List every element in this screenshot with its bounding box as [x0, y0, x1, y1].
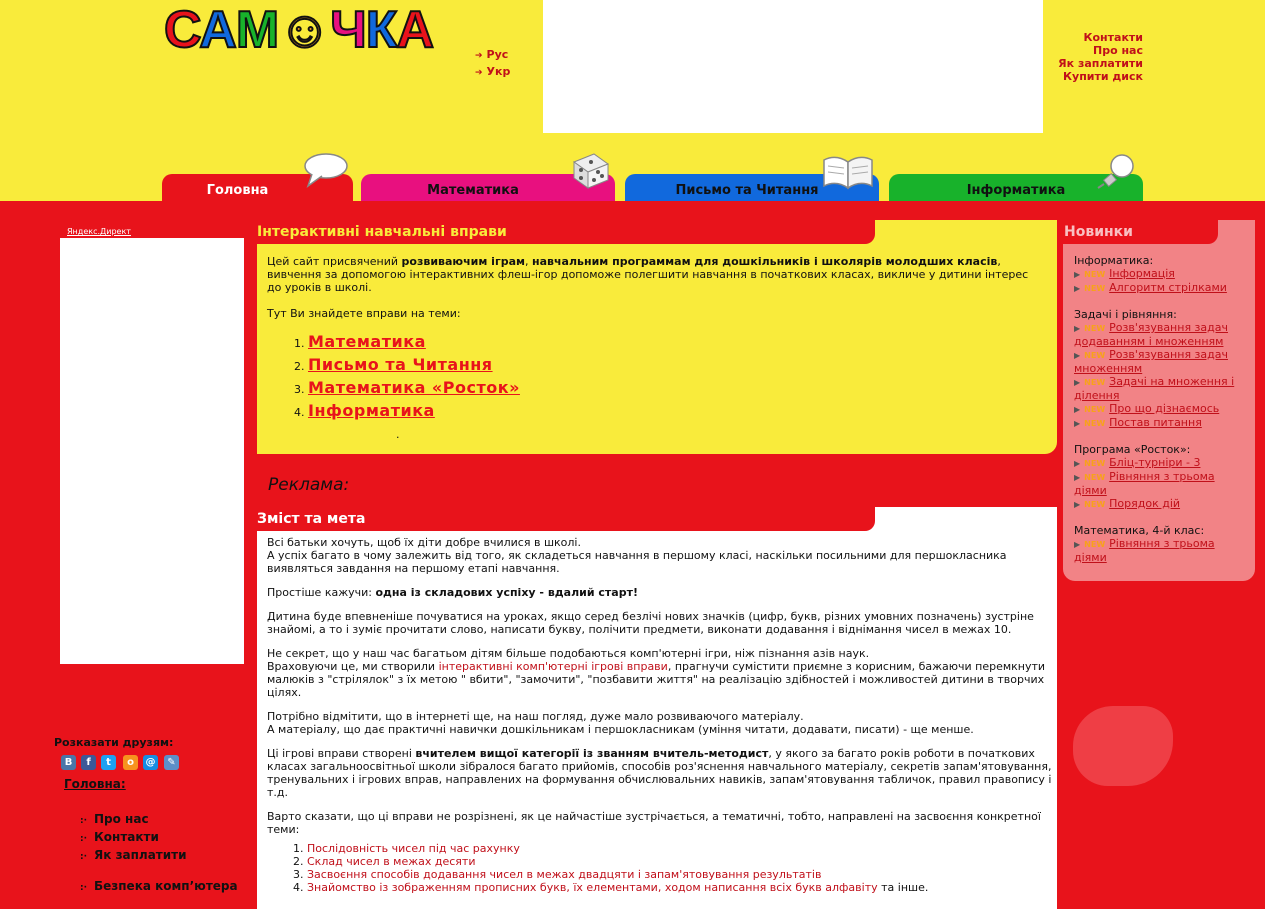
news-title: Новинки: [1063, 220, 1218, 244]
list-item: [1074, 402, 1250, 416]
list-item: [1074, 456, 1250, 470]
topic-link-rostok[interactable]: Математика «Росток»: [308, 378, 520, 397]
theme-link[interactable]: Послідовність чисел під час рахунку: [307, 842, 520, 855]
news-link[interactable]: Бліц-турніри - 3: [1109, 456, 1201, 469]
arrow-icon: ▶: [1074, 500, 1081, 509]
tab-writing-reading[interactable]: Письмо та Читання: [625, 174, 879, 201]
facebook-icon[interactable]: f: [81, 755, 96, 770]
topic-list: [292, 333, 520, 425]
arrow-icon: ▶: [1074, 405, 1081, 414]
dot-text: .: [396, 428, 400, 441]
list-item: [1074, 267, 1250, 281]
sidebar-item-about[interactable]: :· Про нас: [80, 812, 149, 826]
news-link[interactable]: Про що дізнаємось: [1109, 402, 1220, 415]
intro-title: Інтерактивні навчальні вправи: [257, 220, 875, 244]
new-badge: NEW: [1084, 378, 1106, 387]
news-link[interactable]: Рівняння з трьома діями: [1074, 470, 1215, 497]
tab-math[interactable]: Математика: [361, 174, 615, 201]
sidebar-item-security[interactable]: :· Безпека комп’ютера: [80, 879, 238, 893]
news-list: [1074, 254, 1250, 577]
content-text: Всі батьки хочуть, щоб їх діти добре вчилися в школі. А успіх багато в чому залежить від того, як складеться навчання в першому класі, наскільки посильними для першокласника виявляться завдання на першому етапі навчання. Простіше кажучи: одна із складових успіху - вдалий старт! Дитина буде впевненіше почуватися на уроках, якщо серед безлічі нових значків (цифр, букв, різних умовних позначень) зустріне знайомі, а то і зуміє прочитати слово, написати букву, полічити предмети, виконати додавання і віднімання чисел в межах 10. Не секрет, що у наш час багатьом дітям більше подобаються комп'ютерні ігри, ніж пізнання азів наук. Враховуючи це, ми створили інтерактивні комп'ютерні ігрові вправи, прагнучи сумістити приємне з корисним, бажаючи перемкнути малюків з "стрілялок" з їх метою " вбити", "замочити", "позбавити життя" на реалізацію здібностей і можливостей дитини в творчих цілях. Потрібно відмітити, що в інтернеті ще, на наш погляд, дуже мало розвиваючого матеріалу. А матеріалу, що дає практичні навички дошкільникам і першокласникам (уміння читати, додавати, писати) - ще менше. Ці ігрові вправи створені вчителем вищої категорії із званням вчитель-методист, у якого за багато років роботи в початкових класах загальноосвітньої школи зібралося багато прийомів, способів роз'яснення навчального матеріалу, секретів запам'ятовування, тренувальних і ігрових вправ, направлених на формування обчислювальних навиків, запам'ятовування табличок, правил правопису і т.д. Варто сказати, що ці вправи не розрізнені, як це найчастіше зустрічається, а тематичні, тобто, направлені на засвоєння конкретної теми: 1. Послідовність чисел під час рахунку 2. Склад чисел в межах десяти 3. Засвоєння способів додавання чисел в межах двадцяти і запам'ятовування результатів 4. Знайомство із зображенням прописних букв, їх елементами, ходом написання всіх букв алфавіту та інше.: [267, 536, 1052, 894]
list-item: [1074, 470, 1250, 497]
yandex-direct-link[interactable]: Яндекс.Директ: [67, 227, 131, 236]
topic-link-informatics[interactable]: Інформатика: [308, 401, 435, 420]
new-badge: NEW: [1084, 473, 1106, 482]
arrow-icon: ➔: [475, 68, 483, 78]
news-link[interactable]: Розв'язування задач множенням: [1074, 348, 1228, 375]
arrow-icon: ▶: [1074, 324, 1081, 333]
intro-text: Цей сайт присвячений розвиваючим іграм, навчальним программам для дошкільників і школярів молодших класів, вивчення за допомогою інтерактивних флеш-ігор допоможе полегшити навчання в початкових класах, викличе у дитини інтерес до уроків в школі. Тут Ви знайдете вправи на теми:: [267, 255, 1029, 320]
buy-disc-link[interactable]: Купити диск: [1063, 70, 1143, 83]
arrow-icon: ▶: [1074, 540, 1081, 549]
theme-link[interactable]: Засвоєння способів додавання чисел в межах двадцяти і запам'ятовування результатів: [307, 868, 822, 881]
theme-link[interactable]: Склад чисел в межах десяти: [307, 855, 476, 868]
content-title: Зміст та мета: [257, 507, 875, 531]
news-link[interactable]: Рівняння з трьома діями: [1074, 537, 1215, 564]
bullet-icon: :·: [80, 816, 88, 826]
news-link[interactable]: Алгоритм стрілками: [1109, 281, 1227, 294]
topic-link-math[interactable]: Математика: [308, 332, 426, 351]
new-badge: NEW: [1084, 419, 1106, 428]
list-item: [1074, 348, 1250, 375]
lang-ru-link[interactable]: ➔ Рус: [475, 48, 509, 61]
lang-uk-link[interactable]: ➔ Укр: [475, 65, 511, 78]
tab-informatics[interactable]: Інформатика: [889, 174, 1143, 201]
list-item: [1074, 321, 1250, 348]
news-group-label: Інформатика:: [1074, 254, 1154, 267]
livejournal-icon[interactable]: ✎: [164, 755, 179, 770]
new-badge: NEW: [1084, 351, 1106, 360]
news-link[interactable]: Задачі на множення і ділення: [1074, 375, 1235, 402]
list-item: [1074, 416, 1250, 430]
twitter-icon[interactable]: t: [101, 755, 116, 770]
new-badge: NEW: [1084, 500, 1106, 509]
theme-link[interactable]: Знайомство із зображенням прописних букв, їх елементами, ходом написання всіх букв алфавіту: [307, 881, 878, 894]
how-to-pay-link[interactable]: Як заплатити: [1058, 57, 1143, 70]
dice-icon: [570, 150, 612, 190]
news-link[interactable]: Постав питання: [1109, 416, 1202, 429]
games-link[interactable]: інтерактивні комп'ютерні ігрові вправи: [438, 660, 668, 673]
bullet-icon: :·: [80, 834, 88, 844]
news-group-label: Програма «Росток»:: [1074, 443, 1191, 456]
left-ad-area: [60, 238, 244, 664]
new-badge: NEW: [1084, 284, 1106, 293]
bullet-icon: :·: [80, 852, 88, 862]
topic-link-writing[interactable]: Письмо та Читання: [308, 355, 493, 374]
top-banner: [543, 0, 1043, 133]
list-item: [1074, 375, 1250, 402]
open-book-icon: [820, 152, 876, 190]
new-badge: NEW: [1084, 540, 1106, 549]
odnoklassniki-icon[interactable]: o: [123, 755, 138, 770]
list-item: [1074, 497, 1250, 511]
arrow-icon: ▶: [1074, 459, 1081, 468]
sidebar-item-contacts[interactable]: :· Контакти: [80, 830, 159, 844]
news-link[interactable]: Порядок дій: [1109, 497, 1181, 510]
arrow-icon: ▶: [1074, 419, 1081, 428]
list-item: [1074, 537, 1250, 564]
lightbulb-icon: [1096, 152, 1140, 190]
contacts-link[interactable]: Контакти: [1083, 31, 1143, 44]
tab-home[interactable]: Головна: [162, 174, 353, 201]
sidebar-item-how-to-pay[interactable]: :· Як заплатити: [80, 848, 187, 862]
speech-bubble-icon: [302, 152, 350, 188]
site-logo[interactable]: САМ☺ЧКА: [164, 1, 434, 59]
themes-list: 1. Послідовність чисел під час рахунку 2. Склад чисел в межах десяти 3. Засвоєння способів додавання чисел в межах двадцяти і запам'ятовування результатів 4. Знайомство із зображенням прописних букв, їх елементами, ходом написання всіх букв алфавіту та інше.: [267, 842, 1052, 894]
mailru-icon[interactable]: @: [143, 755, 158, 770]
top-links: [1058, 31, 1143, 83]
arrow-icon: ▶: [1074, 270, 1081, 279]
ads-label: Реклама:: [268, 475, 350, 495]
news-group-label: Задачі і рівняння:: [1074, 308, 1177, 321]
arrow-icon: ▶: [1074, 284, 1081, 293]
share-title: Розказати друзям:: [54, 736, 174, 749]
news-link[interactable]: Розв'язування задач додаванням і множенням: [1074, 321, 1228, 348]
new-badge: NEW: [1084, 459, 1106, 468]
new-badge: NEW: [1084, 270, 1106, 279]
bullet-icon: :·: [80, 883, 88, 893]
news-group-label: Математика, 4-й клас:: [1074, 524, 1205, 537]
arrow-icon: ▶: [1074, 351, 1081, 360]
about-link[interactable]: Про нас: [1092, 44, 1143, 57]
arrow-icon: ▶: [1074, 378, 1081, 387]
new-badge: NEW: [1084, 405, 1106, 414]
arrow-icon: ▶: [1074, 473, 1081, 482]
sidebar-home-link[interactable]: Головна:: [64, 777, 126, 791]
vk-icon[interactable]: B: [61, 755, 76, 770]
new-badge: NEW: [1084, 324, 1106, 333]
news-link[interactable]: Інформація: [1109, 267, 1175, 280]
arrow-icon: ➔: [475, 51, 483, 61]
decorative-blob: [1073, 706, 1173, 786]
list-item: [1074, 281, 1250, 295]
